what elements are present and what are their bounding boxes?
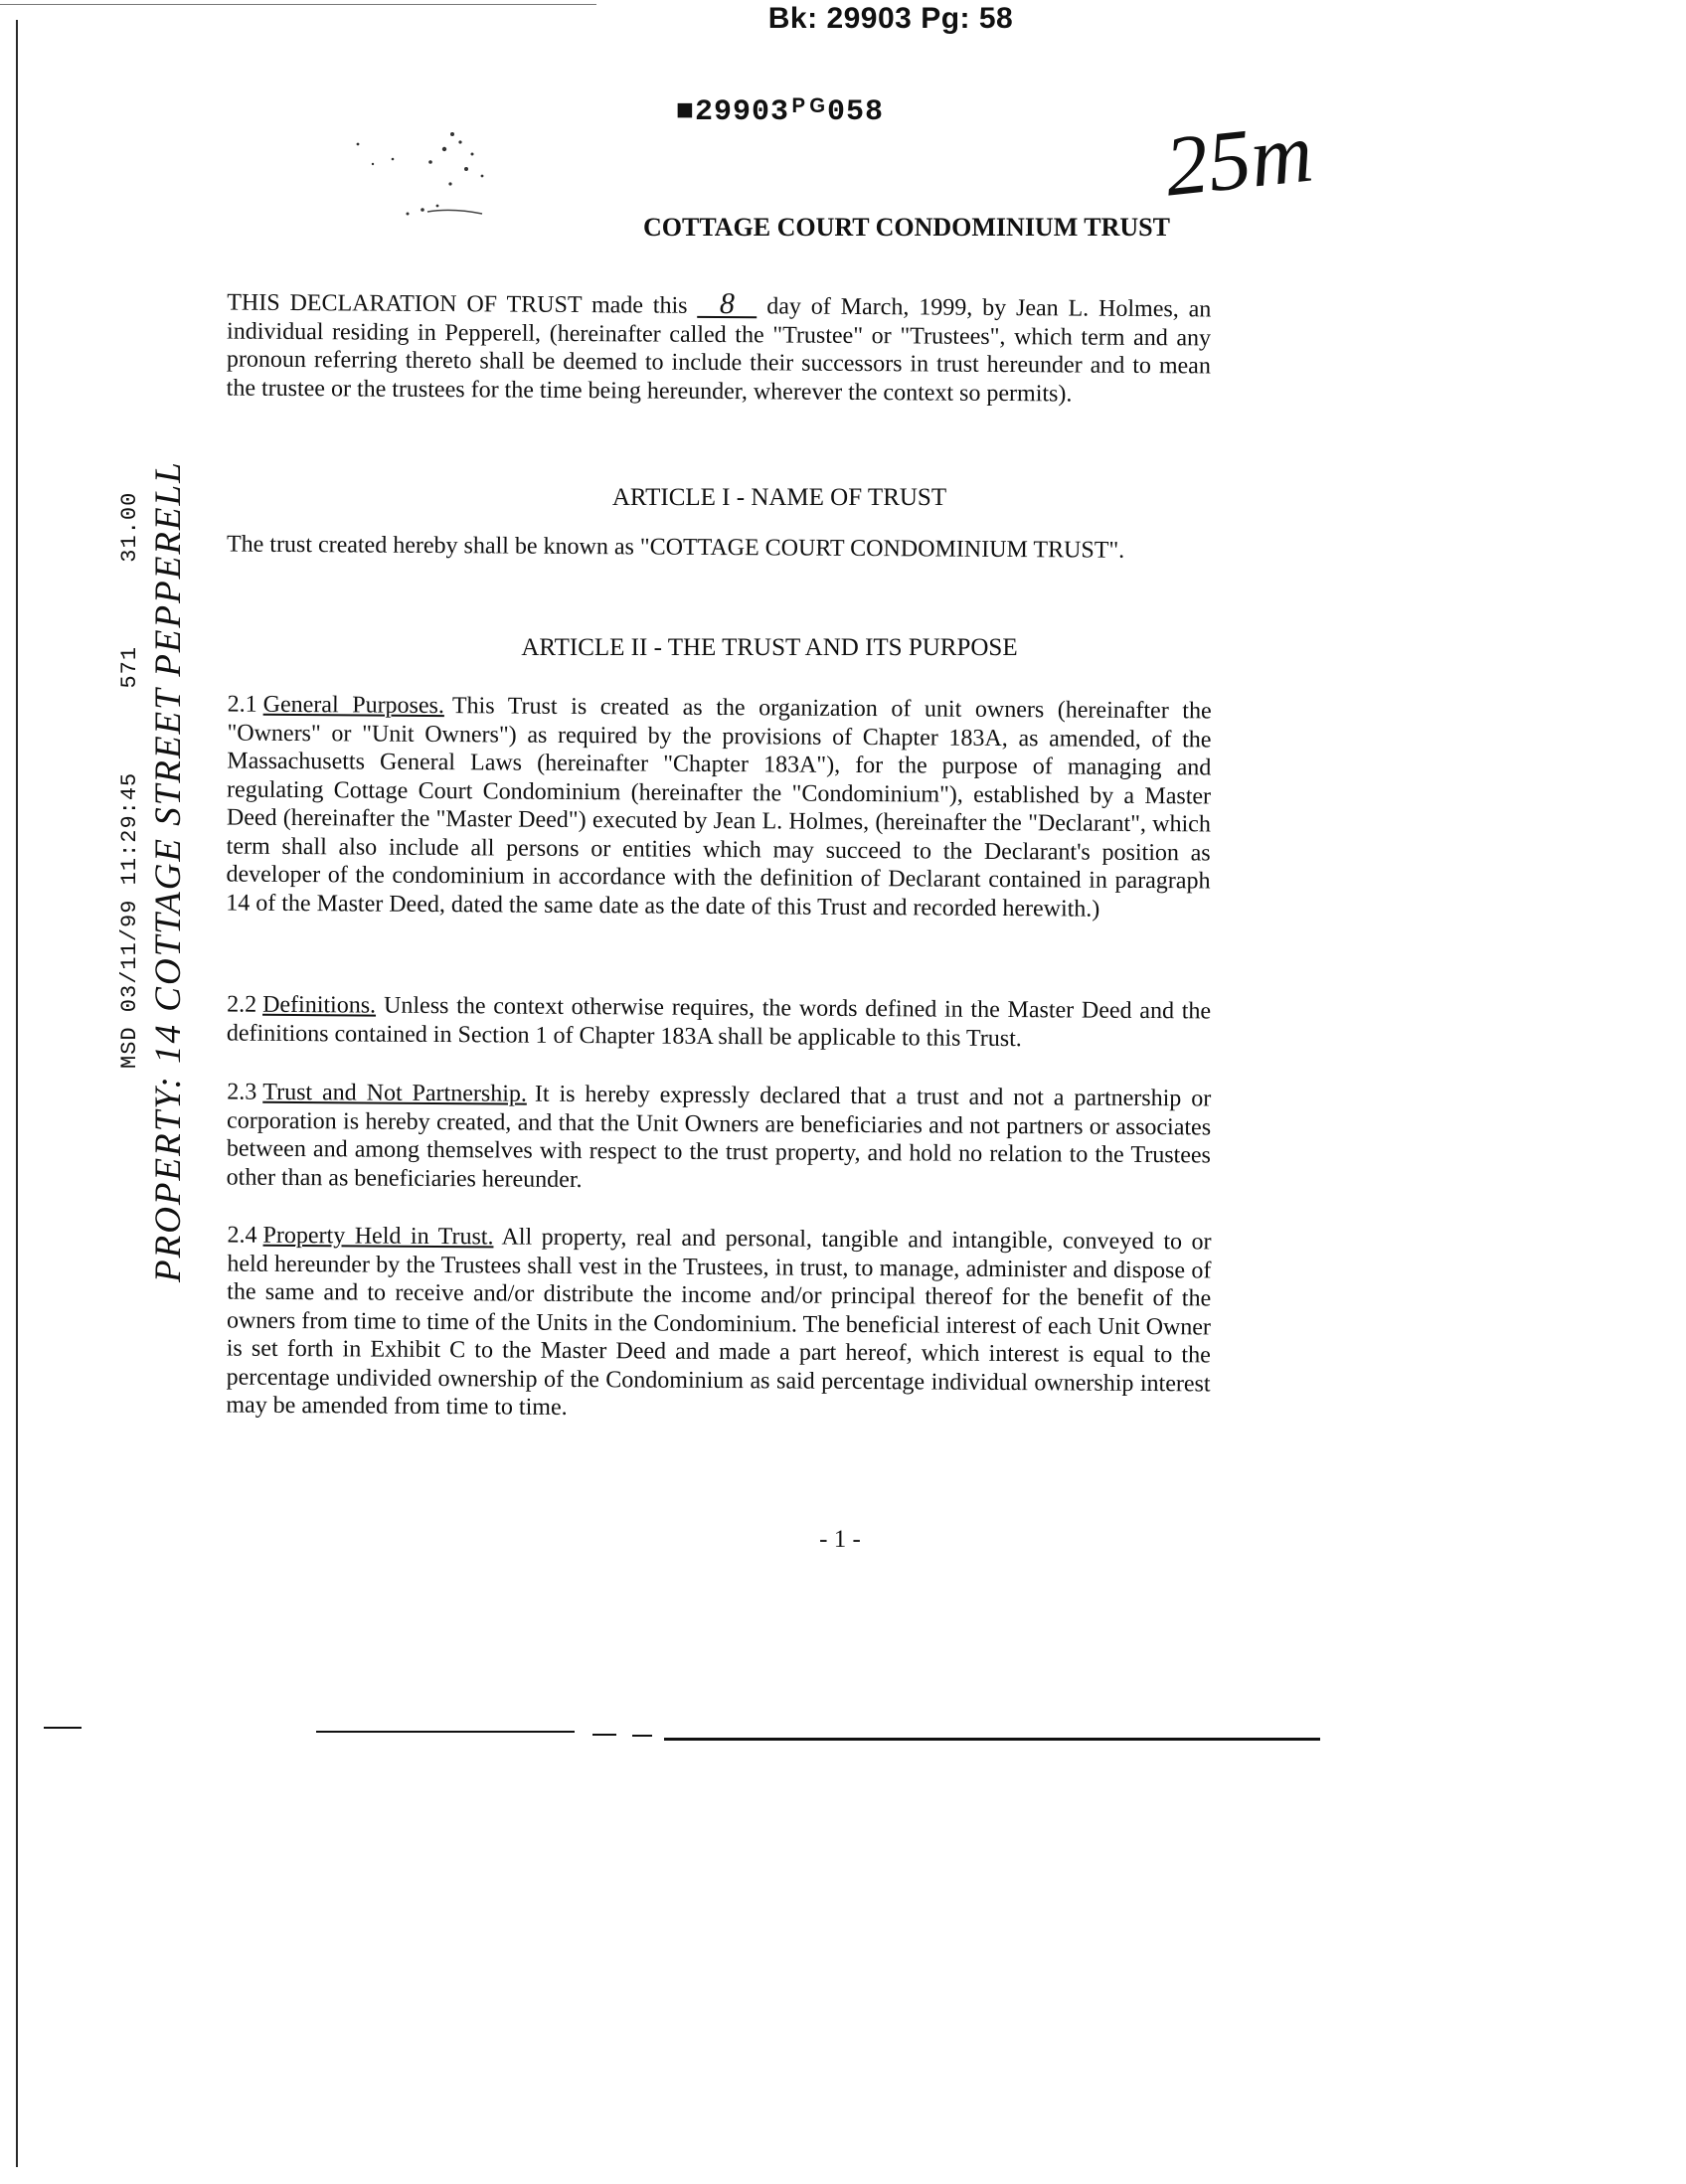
scan-rule [316, 1731, 575, 1733]
article-2-heading: ARTICLE II - THE TRUST AND ITS PURPOSE [521, 634, 1018, 661]
document-barcode: ■29903ᴾᴳ058 [676, 95, 885, 129]
section-2-1: 2.1 General Purposes. This Trust is created as the organization of unit owners (hereinafter the "Owners" or "Unit Owners") as required by the provisions of Chapter 183A, as amended, of the Massachusetts General Laws (hereinafter "Chapter 183A"), for the purpose of managing and regulating Cottage Court Condominium (hereinafter the "Condominium"), established by a Master Deed (hereinafter the "Master Deed") executed by Jean L. Holmes, (hereinafter the "Declarant", which term shall also include all persons or entities which may succeed to the Declarant's position as developer of the condominium in accordance with the definition of Declarant contained in paragraph 14 of the Master Deed, dated the same date as the date of this Trust and recorded herewith.) [226, 691, 1212, 923]
section-2-4: 2.4 Property Held in Trust. All property, real and personal, tangible and intangible, conveyed to or held hereunder by the Trustees shall vest in the Trustees, in trust, to manage, administer and dispose of the same and to receive and/or distribute the income and/or principal thereof for the benefit of the owners from time to time of the Units in the Condominium. The beneficial interest of each Unit Owner is set forth in Exhibit C to the Master Deed and made a part hereof, which interest is equal to the percentage undivided ownership of the Condominium as said percentage individual ownership interest may be amended from time to time. [226, 1222, 1212, 1421]
section-2-1-title: General Purposes. [262, 691, 445, 720]
handwritten-property-note: PROPERTY: 14 COTTAGE STREET PEPPERELL [148, 460, 189, 1282]
recording-stamp: MSD 03/11/99 11:29:45 571 31.00 [117, 491, 142, 1069]
section-2-3-title: Trust and Not Partnership. [262, 1079, 528, 1107]
page-number: - 1 - [819, 1526, 861, 1553]
article-1-heading: ARTICLE I - NAME OF TRUST [611, 484, 947, 511]
preamble-paragraph: THIS DECLARATION OF TRUST made this 8 day of March, 1999, by Jean L. Holmes, an individual residing in Pepperell, (hereinafter called the "Trustee" or "Trustees", which term and any pronoun referring thereto shall be deemed to include their successors in trust hereunder and to mean the trustee or the trustees for the time being hereunder, wherever the context so permits). [226, 287, 1212, 407]
section-2-2: 2.2 Definitions. Unless the context otherwise requires, the words defined in the Master Deed and the definitions contained in Section 1 of Chapter 183A shall be applicable to this Trust. [226, 991, 1212, 1052]
scan-rule [44, 1727, 82, 1729]
book-page-stamp: Bk: 29903 Pg: 58 [767, 2, 1014, 35]
scan-rule [592, 1734, 616, 1736]
section-2-3: 2.3 Trust and Not Partnership. It is hereby expressly declared that a trust and not a partnership or corporation is hereby created, and that the Unit Owners are beneficiaries and not partners or associates between and among themselves with respect to the trust property, and hold no relation to the Trustees other than as beneficiaries hereunder. [226, 1079, 1212, 1193]
handwritten-note: 25m [1160, 103, 1317, 215]
article-1-text: The trust created hereby shall be known as "COTTAGE COURT CONDOMINIUM TRUST". [226, 531, 1125, 564]
handwritten-date-day: 8 [697, 292, 757, 318]
scan-edge-left [16, 20, 18, 2167]
document-title: COTTAGE COURT CONDOMINIUM TRUST [643, 213, 1170, 242]
section-2-4-title: Property Held in Trust. [262, 1222, 494, 1251]
scan-rule [664, 1738, 1320, 1741]
section-2-2-title: Definitions. [262, 991, 377, 1019]
scan-rule [632, 1735, 652, 1737]
